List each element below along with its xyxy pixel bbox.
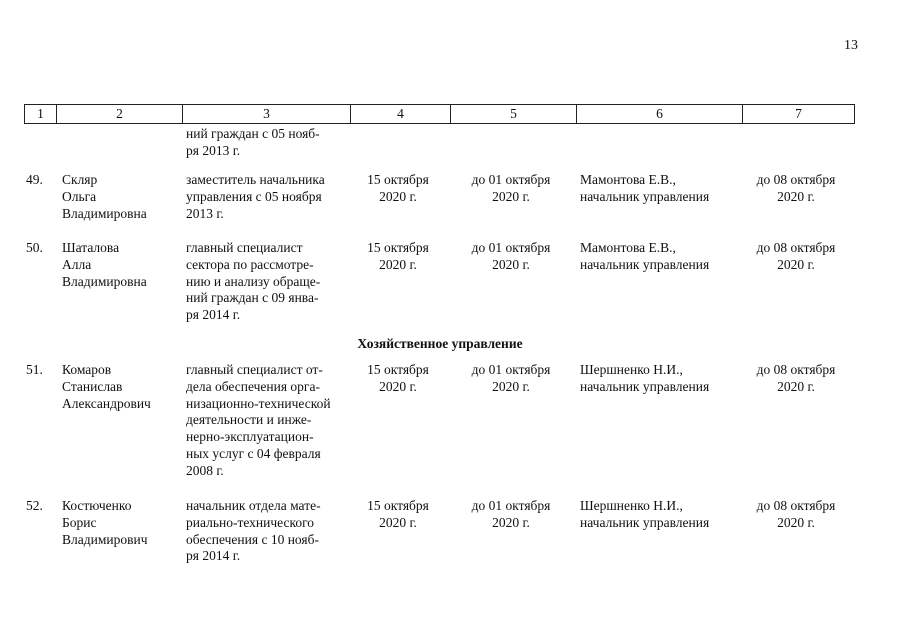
column-header-7: 7 [743,105,855,124]
row-number: 52. [26,498,43,513]
continuation-text: ний граждан с 05 нояб- ря 2013 г. [186,126,320,158]
column-header-table [24,104,855,124]
row-number: 50. [26,240,43,255]
column-header-4: 4 [351,105,451,124]
date: 15 октября 2020 г. [367,498,429,530]
employee-name: Комаров Станислав Александрович [62,362,151,411]
row-number: 49. [26,172,43,187]
responsible: Мамонтова Е.В., начальник управления [580,172,710,204]
deadline: до 01 октября 2020 г. [471,362,551,394]
column-header-row [25,105,855,124]
section-title: Хозяйственное управление [357,336,523,351]
responsible: Шершненко Н.И., начальник управления [580,362,710,394]
employee-name: Шаталова Алла Владимировна [62,240,147,289]
final-deadline: до 08 октября 2020 г. [756,240,836,272]
final-deadline: до 08 октября 2020 г. [756,362,836,394]
column-header-1: 1 [25,105,57,124]
final-deadline: до 08 октября 2020 г. [756,172,836,204]
column-header-6: 6 [577,105,743,124]
deadline: до 01 октября 2020 г. [471,240,551,272]
column-header-3: 3 [183,105,351,124]
employee-position: заместитель начальника управления с 05 ноября 2013 г. [186,172,325,221]
column-header-5: 5 [451,105,577,124]
employee-position: начальник отдела мате- риально-технического обеспечения с 10 нояб- ря 2014 г. [186,498,321,564]
date: 15 октября 2020 г. [367,172,429,204]
responsible: Шершненко Н.И., начальник управления [580,498,710,530]
deadline: до 01 октября 2020 г. [471,172,551,204]
date: 15 октября 2020 г. [367,240,429,272]
employee-name: Скляр Ольга Владимировна [62,172,147,221]
row-number: 51. [26,362,43,377]
employee-name: Костюченко Борис Владимирович [62,498,148,547]
page-number: 13 [844,38,858,53]
deadline: до 01 октября 2020 г. [471,498,551,530]
responsible: Мамонтова Е.В., начальник управления [580,240,710,272]
date: 15 октября 2020 г. [367,362,429,394]
column-header-2: 2 [57,105,183,124]
employee-position: главный специалист от- дела обеспечения орга- низационно-технической деятельности и инже- нерно-эксплуатацион- ных услуг с 04 февраля 2008 г. [186,362,331,478]
employee-position: главный специалист сектора по рассмотре- нию и анализу обраще- ний граждан с 09 янва- ря 2014 г. [186,240,321,323]
final-deadline: до 08 октября 2020 г. [756,498,836,530]
